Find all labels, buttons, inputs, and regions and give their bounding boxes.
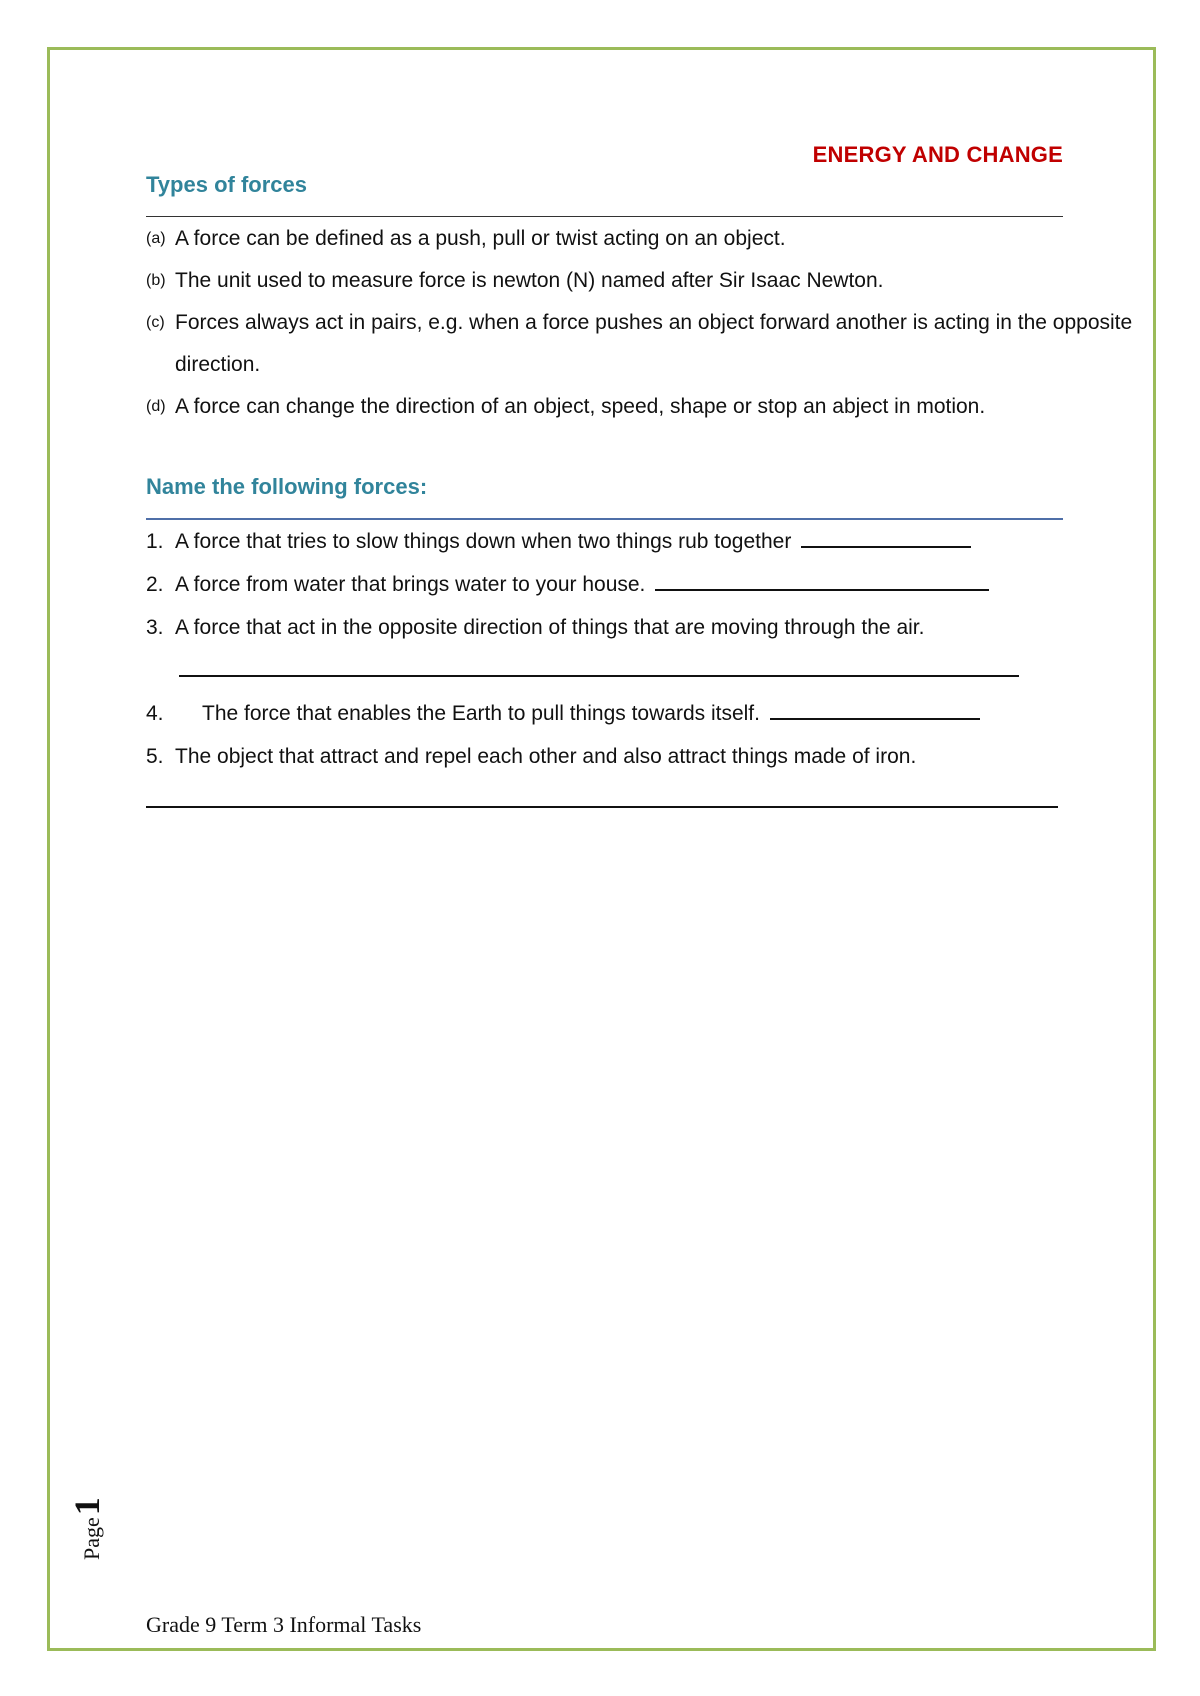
document-title: ENERGY AND CHANGE [812, 142, 1063, 167]
list-item-text: A force can be defined as a push, pull or twist acting on an object. [175, 227, 786, 250]
answer-blank[interactable] [801, 524, 971, 548]
question-item [146, 735, 1066, 778]
page-word: Page [79, 1517, 104, 1560]
question-item [146, 692, 1066, 735]
question-text: A force that tries to slow things down when two things rub together [175, 530, 792, 553]
answer-blank[interactable] [655, 567, 989, 591]
list-marker: (b) [146, 272, 166, 289]
section-heading-types-of-forces: Types of forces [146, 172, 307, 197]
list-item-text: A force can change the direction of an object, speed, shape or stop an abject in motion. [175, 395, 986, 418]
question-text: The object that attract and repel each other and also attract things made of iron. [175, 745, 917, 768]
question-item [146, 520, 1066, 563]
question-number: 3. [146, 616, 164, 639]
answer-blank[interactable] [146, 806, 1058, 808]
question-item [146, 563, 1066, 606]
question-number: 5. [146, 745, 164, 768]
page-number: 1 [67, 1497, 107, 1516]
list-item-text: Forces always act in pairs, e.g. when a force pushes an object forward another is acting in the opposite direction. [175, 311, 1133, 376]
questions-list [146, 520, 1066, 778]
question-number: 4. [146, 702, 164, 725]
question-number: 2. [146, 573, 164, 596]
heading-divider [146, 216, 1063, 217]
answer-blank[interactable] [179, 653, 1019, 677]
question-number: 1. [146, 530, 164, 553]
question-item [146, 606, 1066, 692]
list-marker: (a) [146, 230, 166, 247]
definitions-list [146, 218, 1136, 428]
question-text: A force from water that brings water to your house. [175, 573, 646, 596]
list-marker: (c) [146, 314, 165, 331]
page-number-label [66, 1497, 108, 1560]
list-item [146, 386, 1136, 428]
list-marker: (d) [146, 398, 166, 415]
list-item [146, 218, 1136, 260]
list-item-text: The unit used to measure force is newton (N) named after Sir Isaac Newton. [175, 269, 884, 292]
footer-text: Grade 9 Term 3 Informal Tasks [146, 1612, 422, 1637]
answer-blank[interactable] [770, 696, 980, 720]
question-text: A force that act in the opposite direction of things that are moving through the air. [175, 616, 925, 639]
section-heading-name-forces: Name the following forces: [146, 474, 428, 499]
question-text: The force that enables the Earth to pull things towards itself. [202, 702, 760, 725]
list-item [146, 260, 1136, 302]
list-item [146, 302, 1136, 386]
